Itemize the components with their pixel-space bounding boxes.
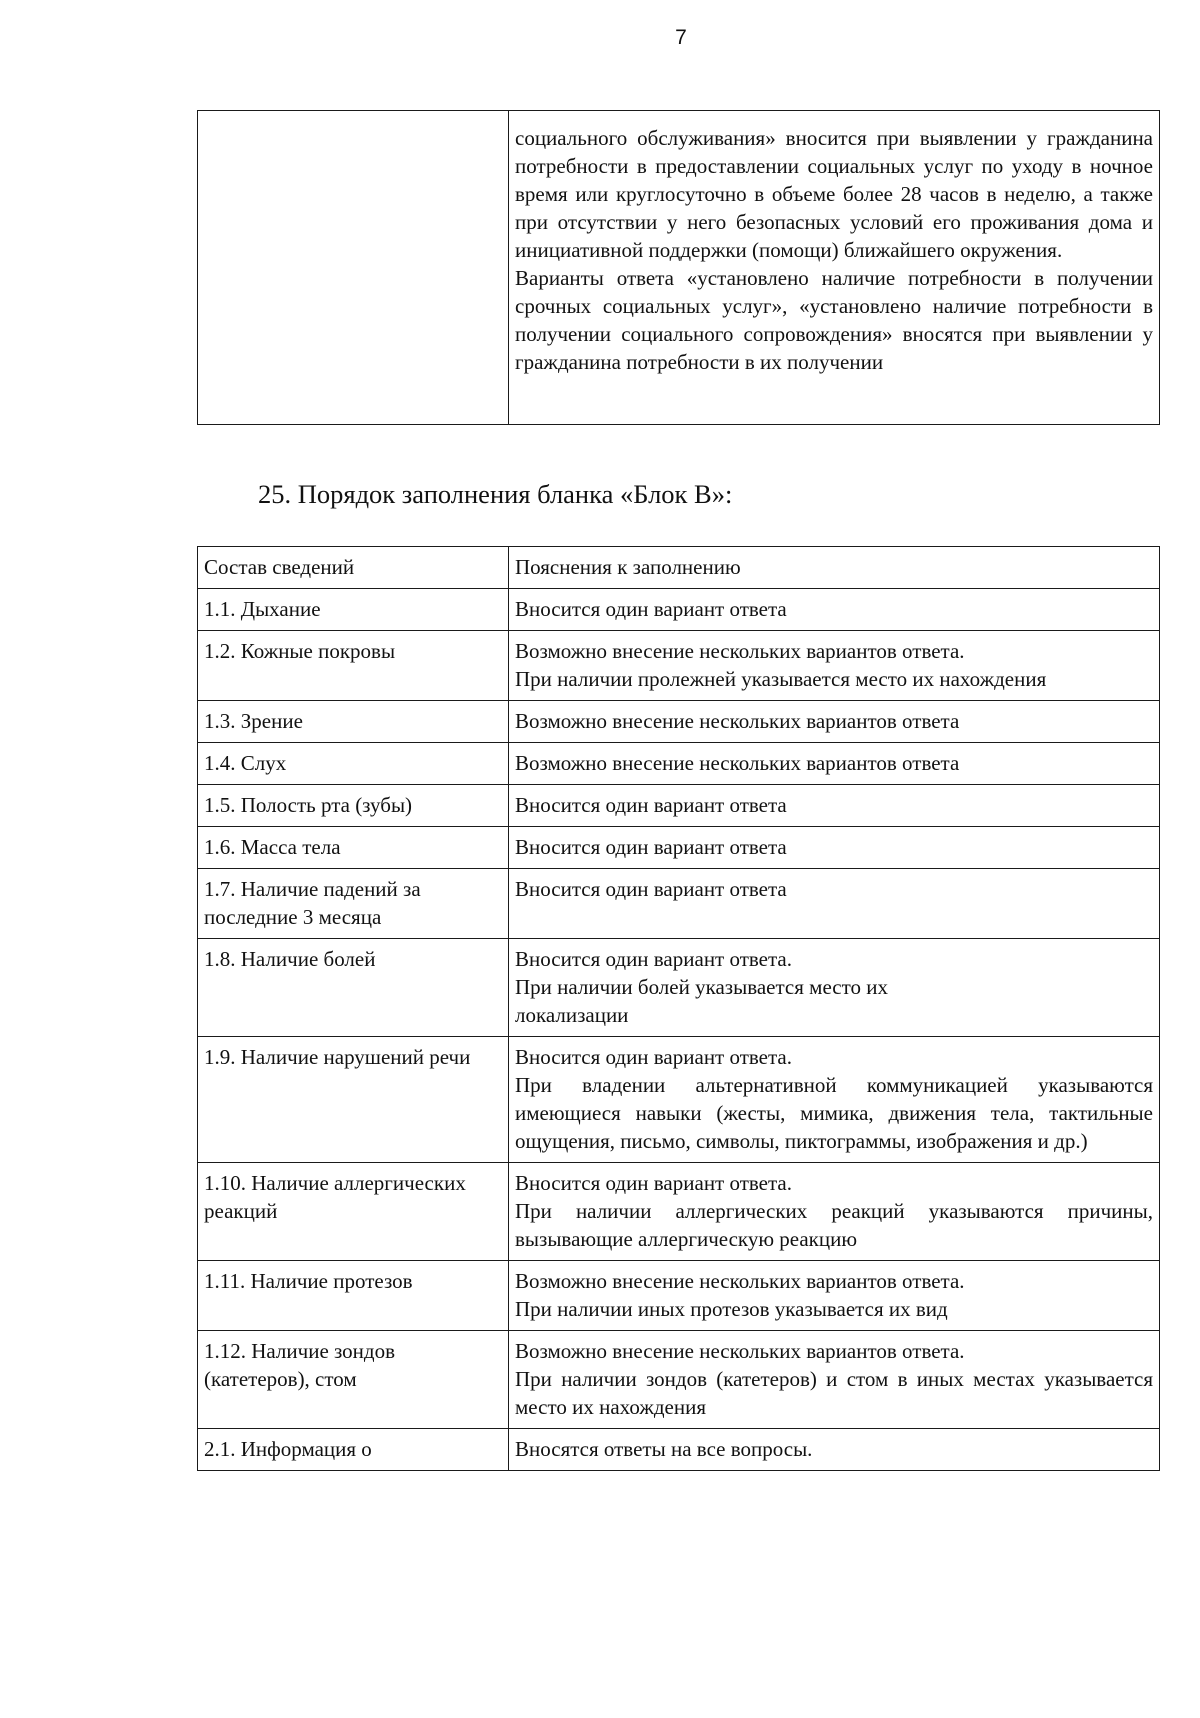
row-notes (509, 631, 1160, 701)
continuation-paragraph: Варианты ответа «установлено наличие потребности в получении срочных социальных услуг», «установлено наличие потребности в получении социального сопровождения» вносятся при выявлении у гражданина потребности в их получении (515, 266, 1153, 374)
note-line: Вносится один вариант ответа. (515, 1171, 792, 1195)
note-line: Возможно внесение нескольких вариантов ответа. (515, 1269, 965, 1293)
row-item: 2.1. Информация о (198, 1429, 509, 1471)
table-row (198, 111, 1160, 425)
note-line: Возможно внесение нескольких вариантов ответа (515, 751, 960, 775)
row-item: 1.1. Дыхание (198, 589, 509, 631)
row-notes (509, 869, 1160, 939)
column-header-explanations: Пояснения к заполнению (509, 547, 1160, 589)
row-notes (509, 1037, 1160, 1163)
table-row (198, 589, 1160, 631)
continuation-right-cell (509, 111, 1160, 425)
note-line: При наличии аллергических реакций указываются причины, вызывающие аллергическую реакцию (515, 1199, 1153, 1251)
note-line: Возможно внесение нескольких вариантов ответа. (515, 1339, 965, 1363)
row-notes (509, 1429, 1160, 1471)
note-line: Вносится один вариант ответа. (515, 947, 792, 971)
table-header-row (198, 547, 1160, 589)
row-notes (509, 1261, 1160, 1331)
note-line: Вносится один вариант ответа (515, 877, 787, 901)
table-row (198, 1261, 1160, 1331)
note-line: При наличии иных протезов указывается их вид (515, 1297, 948, 1321)
note-line: Вносится один вариант ответа. (515, 1045, 792, 1069)
note-line: Возможно внесение нескольких вариантов ответа. (515, 639, 965, 663)
row-item: 1.4. Слух (198, 743, 509, 785)
row-notes (509, 743, 1160, 785)
row-item: 1.3. Зрение (198, 701, 509, 743)
continuation-paragraph: социального обслуживания» вносится при выявлении у гражданина потребности в предоставлении социальных услуг по уходу в ночное время или круглосуточно в объеме более 28 часов в неделю, а также при отсутствии у него безопасных условий его проживания дома и инициативной поддержки (помощи) ближайшего окружения. (515, 126, 1153, 262)
row-notes (509, 589, 1160, 631)
row-notes (509, 939, 1160, 1037)
note-line: При наличии болей указывается место их локализации (515, 975, 888, 1027)
row-notes (509, 785, 1160, 827)
table-row (198, 701, 1160, 743)
table-row (198, 827, 1160, 869)
note-line: Вносится один вариант ответа (515, 597, 787, 621)
row-notes (509, 1163, 1160, 1261)
row-item: 1.7. Наличие падений за последние 3 месяца (198, 869, 509, 939)
note-line: Вносится один вариант ответа (515, 835, 787, 859)
table-row (198, 1037, 1160, 1163)
column-header-composition: Состав сведений (198, 547, 509, 589)
row-notes (509, 827, 1160, 869)
table-row (198, 1163, 1160, 1261)
table-row (198, 631, 1160, 701)
row-item: 1.6. Масса тела (198, 827, 509, 869)
note-line: Возможно внесение нескольких вариантов ответа (515, 709, 960, 733)
table-row (198, 785, 1160, 827)
note-line: Вносятся ответы на все вопросы. (515, 1437, 813, 1461)
row-item: 1.12. Наличие зондов (катетеров), стом (198, 1331, 509, 1429)
row-item: 1.10. Наличие аллергических реакций (198, 1163, 509, 1261)
table-row (198, 869, 1160, 939)
row-item: 1.11. Наличие протезов (198, 1261, 509, 1331)
row-item: 1.2. Кожные покровы (198, 631, 509, 701)
row-notes (509, 1331, 1160, 1429)
note-line: При владении альтернативной коммуникацией указываются имеющиеся навыки (жесты, мимика, движения тела, тактильные ощущения, письмо, символы, пиктограммы, изображения и др.) (515, 1073, 1153, 1153)
continuation-left-cell (198, 111, 509, 425)
note-line: При наличии пролежней указывается место их нахождения (515, 667, 1047, 691)
row-item: 1.5. Полость рта (зубы) (198, 785, 509, 827)
row-item: 1.8. Наличие болей (198, 939, 509, 1037)
section-heading: 25. Порядок заполнения бланка «Блок В»: (258, 479, 733, 509)
note-line: При наличии зондов (катетеров) и стом в иных местах указывается место их нахождения (515, 1367, 1153, 1419)
continuation-table (197, 110, 1160, 425)
page-number: 7 (675, 26, 687, 49)
table-row (198, 743, 1160, 785)
table-row (198, 1429, 1160, 1471)
table-row (198, 1331, 1160, 1429)
block-v-table (197, 546, 1160, 1471)
row-notes (509, 701, 1160, 743)
note-line: Вносится один вариант ответа (515, 793, 787, 817)
table-row (198, 939, 1160, 1037)
row-item: 1.9. Наличие нарушений речи (198, 1037, 509, 1163)
